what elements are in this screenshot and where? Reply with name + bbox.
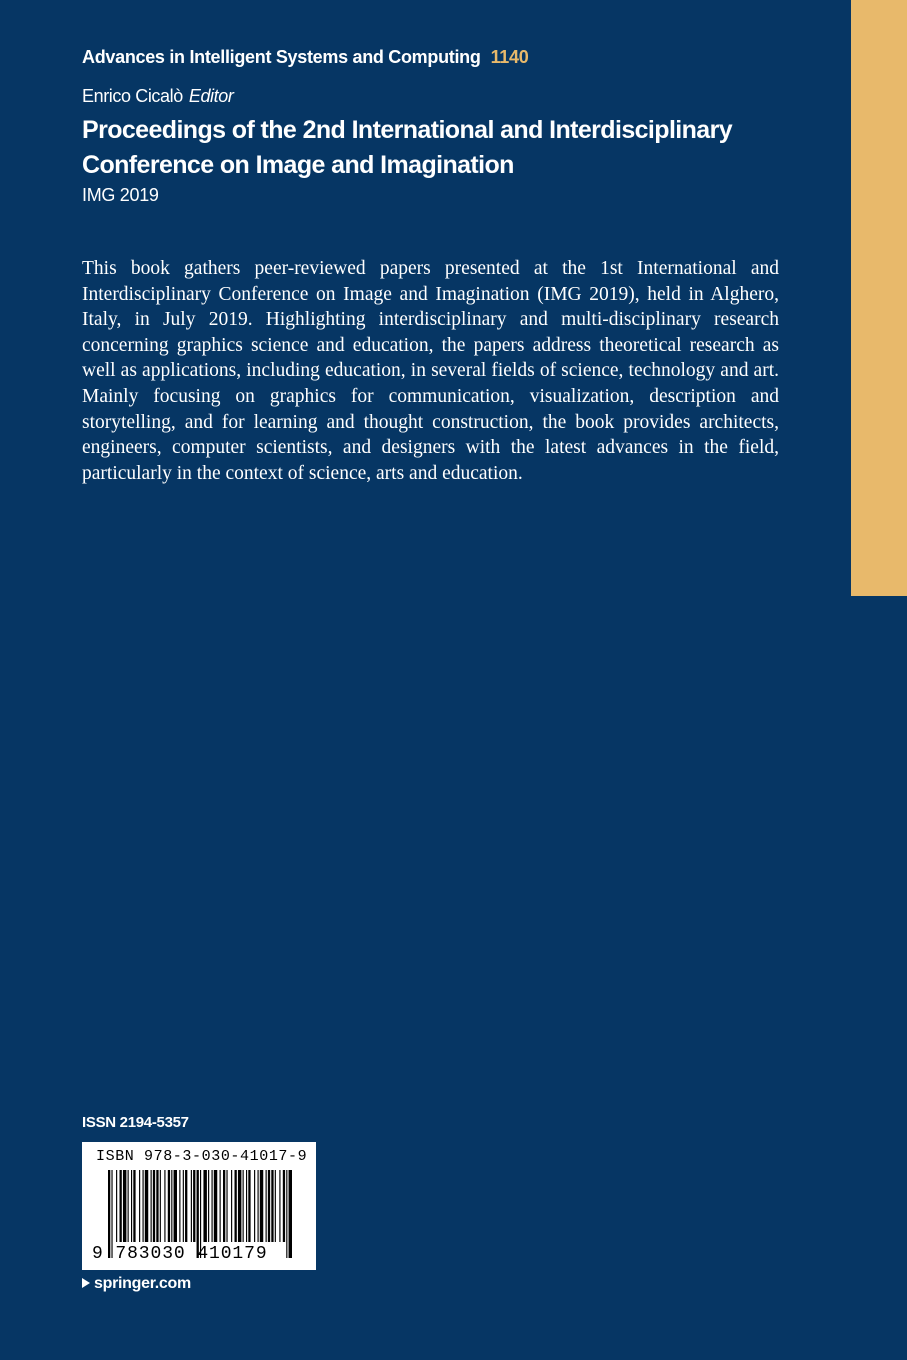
editor-line: [82, 86, 233, 107]
barcode-block: [82, 1142, 316, 1270]
book-title: Proceedings of the 2nd International and Interdisciplinary Conference on Image and Imagination: [82, 116, 733, 179]
springer-link-label: springer.com: [94, 1275, 191, 1292]
editor-name: Enrico Cicalò: [82, 86, 183, 106]
isbn-label: ISBN 978-3-030-41017-9: [96, 1148, 308, 1165]
editor-role: Editor: [188, 86, 234, 106]
issn-number: ISSN 2194-5357: [82, 1114, 189, 1131]
triangle-arrow-icon: [82, 1278, 90, 1288]
book-description: This book gathers peer-reviewed papers presented at the 1st International and Interdisciplinary Conference on Image and Imagination (IMG 2019), held in Alghero, Italy, in July 2019. Highlighting interdisciplinary and multi-disciplinary research concerning graphics science and education, the papers address theoretical research as well as applications, including education, in several fields of science, technology and art. Mainly focusing on graphics for communication, visualization, description and storytelling, and for learning and thought construction, the book provides architects, engineers, computer scientists, and designers with the latest advances in the field, particularly in the context of science, arts and education.: [82, 258, 779, 484]
accent-strip: [851, 0, 907, 596]
series-name: Advances in Intelligent Systems and Computing: [82, 47, 481, 67]
barcode-digits: 9 783030 410179: [92, 1244, 268, 1264]
book-subtitle: IMG 2019: [82, 185, 159, 205]
series-header: [82, 47, 528, 68]
series-number: 1140: [490, 47, 529, 67]
springer-link[interactable]: [82, 1275, 191, 1293]
